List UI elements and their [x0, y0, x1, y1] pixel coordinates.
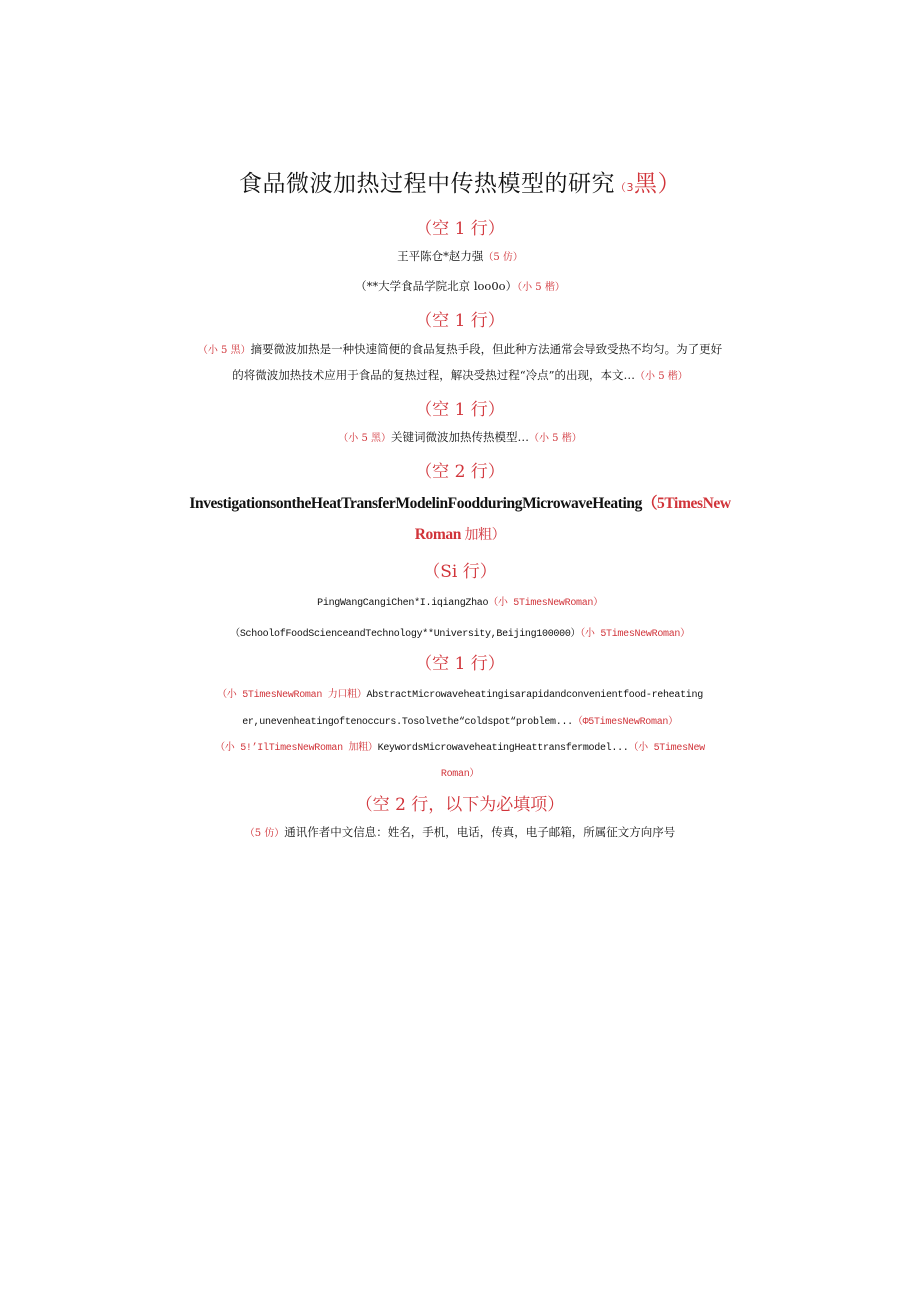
authors-cn-note: （5 仿）	[483, 252, 523, 263]
english-title-note-1: （5TimesNew	[641, 495, 731, 512]
abstract-cn-text-2: 的将微波加热技术应用于食品的复热过程，解决受热过程“冷点”的出现，本文…	[232, 368, 636, 382]
title-note-small: （3	[615, 181, 634, 194]
keywords-cn-text: 关键词微波加热传热模型…	[391, 430, 529, 444]
keywords-cn-prefix: （小 5 黑）	[338, 433, 391, 444]
abstract-cn-line-1	[0, 341, 920, 357]
affiliation-cn	[0, 278, 920, 294]
authors-en-text: PingWangCangiChen*I.iqiangZhao	[317, 598, 489, 609]
keywords-en-suffix-1: （小 5TimesNew	[628, 743, 705, 754]
authors-en	[0, 593, 920, 609]
blank-line-note: （Si 行）	[423, 562, 497, 582]
abstract-en-line-1	[0, 685, 920, 701]
title-note-big: 黑）	[634, 171, 681, 197]
required-fields-note: （空 2 行，以下为必填项）	[355, 795, 565, 815]
english-title-line-1	[0, 491, 920, 513]
keywords-en-text: KeywordsMicrowaveheatingHeattransfermodel...	[377, 743, 629, 754]
blank-line-note: （空 2 行）	[415, 462, 505, 482]
affiliation-en	[0, 624, 920, 640]
authors-en-note: （小 5TimesNewRoman）	[488, 598, 603, 609]
abstract-en-text-2: er,unevenheatingoftenoccurs.Tosolvethe“coldspot“problem...	[242, 717, 573, 728]
abstract-cn-prefix: （小 5 黑）	[197, 345, 251, 356]
english-title-text: InvestigationsontheHeatTransferModelinFoodduringMicrowaveHeating	[189, 495, 642, 512]
abstract-en-note: （Φ5TimesNewRoman）	[572, 717, 678, 728]
abstract-cn-line-2	[0, 367, 920, 383]
abstract-en-prefix: （小 5TimesNewRoman 力口粗）	[217, 690, 367, 701]
contact-prefix: （5 仿）	[244, 828, 285, 839]
blank-line-note: （空 1 行）	[415, 400, 505, 420]
affiliation-en-text: （SchoolofFoodScienceandTechnology**University,Beijing100000）	[230, 629, 581, 640]
title-text: 食品微波加热过程中传热模型的研究	[239, 171, 615, 197]
blank-line-note: （空 1 行）	[415, 219, 505, 239]
keywords-en	[0, 738, 920, 754]
keywords-cn-suffix: （小 5 楷）	[529, 433, 582, 444]
affiliation-en-note: （小 5TimesNewRoman）	[580, 629, 690, 640]
paper-title	[0, 165, 920, 198]
keywords-en-prefix: （小 5!’IlTimesNewRoman 加粗）	[215, 743, 378, 754]
authors-cn-text: 王平陈仓*赵力强	[397, 249, 484, 263]
english-title-note-2a: Roman	[414, 526, 461, 543]
blank-line-note: （空 1 行）	[415, 654, 505, 674]
abstract-en-text-1: AbstractMicrowaveheatingisarapidandconvenientfood-reheating	[366, 690, 703, 701]
authors-cn	[0, 248, 920, 264]
affiliation-cn-note: （小 5 楷）	[517, 282, 565, 293]
contact-info	[0, 824, 920, 840]
english-title-line-2	[0, 524, 920, 544]
contact-text: 通讯作者中文信息：姓名，手机，电话，传真，电子邮箱，所属征文方向序号	[284, 825, 676, 839]
abstract-en-line-2	[0, 712, 920, 728]
blank-line-note: （空 1 行）	[415, 311, 505, 331]
keywords-en-suffix-2: Roman）	[440, 769, 480, 780]
abstract-cn-suffix: （小 5 楷）	[635, 371, 688, 382]
affiliation-cn-text: （**大学食品学院北京 loo0o）	[355, 279, 518, 293]
english-title-note-2b: 加粗）	[464, 527, 506, 543]
abstract-cn-text-1: 摘要微波加热是一种快速简便的食品复热手段，但此种方法通常会导致受热不均匀。为了更好	[250, 342, 723, 356]
keywords-cn	[0, 429, 920, 445]
